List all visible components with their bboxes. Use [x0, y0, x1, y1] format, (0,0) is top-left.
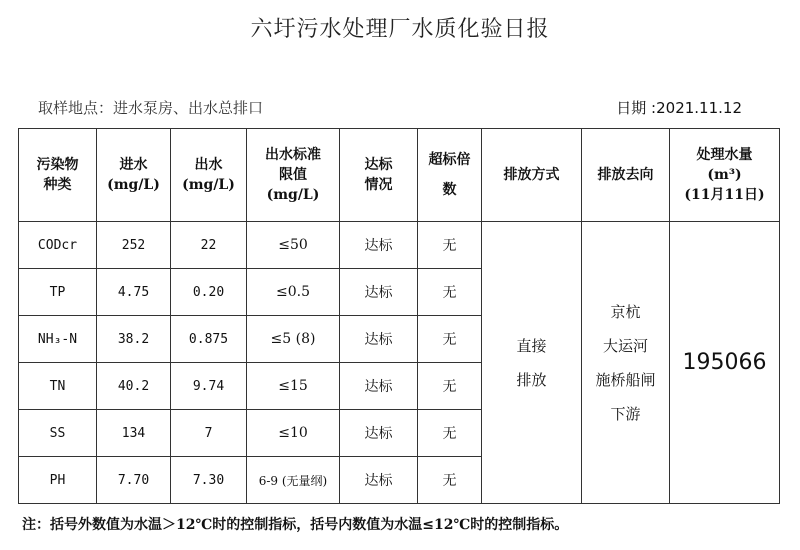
header-volume: 处理水量 (m³) (11月11日)	[670, 129, 780, 222]
exceed-value: 无	[418, 457, 482, 504]
inflow-value: 38.2	[97, 316, 171, 363]
header-row	[19, 129, 780, 222]
sampling-location: 取样地点：进水泵房、出水总排口	[38, 99, 264, 117]
exceed-value: 无	[418, 222, 482, 269]
inflow-value: 4.75	[97, 269, 171, 316]
limit-value: 6-9 (无量纲)	[247, 457, 340, 504]
header-discharge-method: 排放方式	[482, 129, 582, 222]
outflow-value: 7.30	[171, 457, 247, 504]
outflow-value: 22	[171, 222, 247, 269]
exceed-value: 无	[418, 269, 482, 316]
status-value: 达标	[340, 316, 418, 363]
limit-value: ≤5 (8)	[247, 316, 340, 363]
inflow-value: 252	[97, 222, 171, 269]
exceed-value: 无	[418, 410, 482, 457]
pollutant-name: PH	[19, 457, 97, 504]
outflow-value: 7	[171, 410, 247, 457]
pollutant-name: SS	[19, 410, 97, 457]
discharge-destination-cell: 京杭 大运河 施桥船闸 下游	[582, 222, 670, 504]
status-value: 达标	[340, 269, 418, 316]
status-value: 达标	[340, 410, 418, 457]
outflow-value: 0.20	[171, 269, 247, 316]
header-outflow: 出水 (mg/L)	[171, 129, 247, 222]
status-value: 达标	[340, 363, 418, 410]
limit-value: ≤10	[247, 410, 340, 457]
footnote: 注：括号外数值为水温＞12℃时的控制指标，括号内数值为水温≤12℃时的控制指标。	[22, 517, 569, 533]
exceed-value: 无	[418, 316, 482, 363]
inflow-value: 7.70	[97, 457, 171, 504]
report-date: 日期 :2021.11.12	[616, 99, 742, 117]
table-row	[19, 222, 780, 269]
inflow-value: 134	[97, 410, 171, 457]
header-compliance: 达标 情况	[340, 129, 418, 222]
limit-value: ≤0.5	[247, 269, 340, 316]
report-title: 六圩污水处理厂水质化验日报	[250, 17, 550, 42]
exceed-value: 无	[418, 363, 482, 410]
water-quality-table	[18, 128, 780, 504]
pollutant-name: CODcr	[19, 222, 97, 269]
pollutant-name: TN	[19, 363, 97, 410]
discharge-method-cell: 直接 排放	[482, 222, 582, 504]
header-limit: 出水标准 限值 (mg/L)	[247, 129, 340, 222]
inflow-value: 40.2	[97, 363, 171, 410]
limit-value: ≤50	[247, 222, 340, 269]
header-exceed: 超标倍 数	[418, 129, 482, 222]
pollutant-name: NH₃-N	[19, 316, 97, 363]
outflow-value: 9.74	[171, 363, 247, 410]
limit-value: ≤15	[247, 363, 340, 410]
header-pollutant: 污染物 种类	[19, 129, 97, 222]
volume-value: 195066	[670, 222, 780, 504]
status-value: 达标	[340, 457, 418, 504]
status-value: 达标	[340, 222, 418, 269]
outflow-value: 0.875	[171, 316, 247, 363]
header-discharge-destination: 排放去向	[582, 129, 670, 222]
header-inflow: 进水 (mg/L)	[97, 129, 171, 222]
pollutant-name: TP	[19, 269, 97, 316]
